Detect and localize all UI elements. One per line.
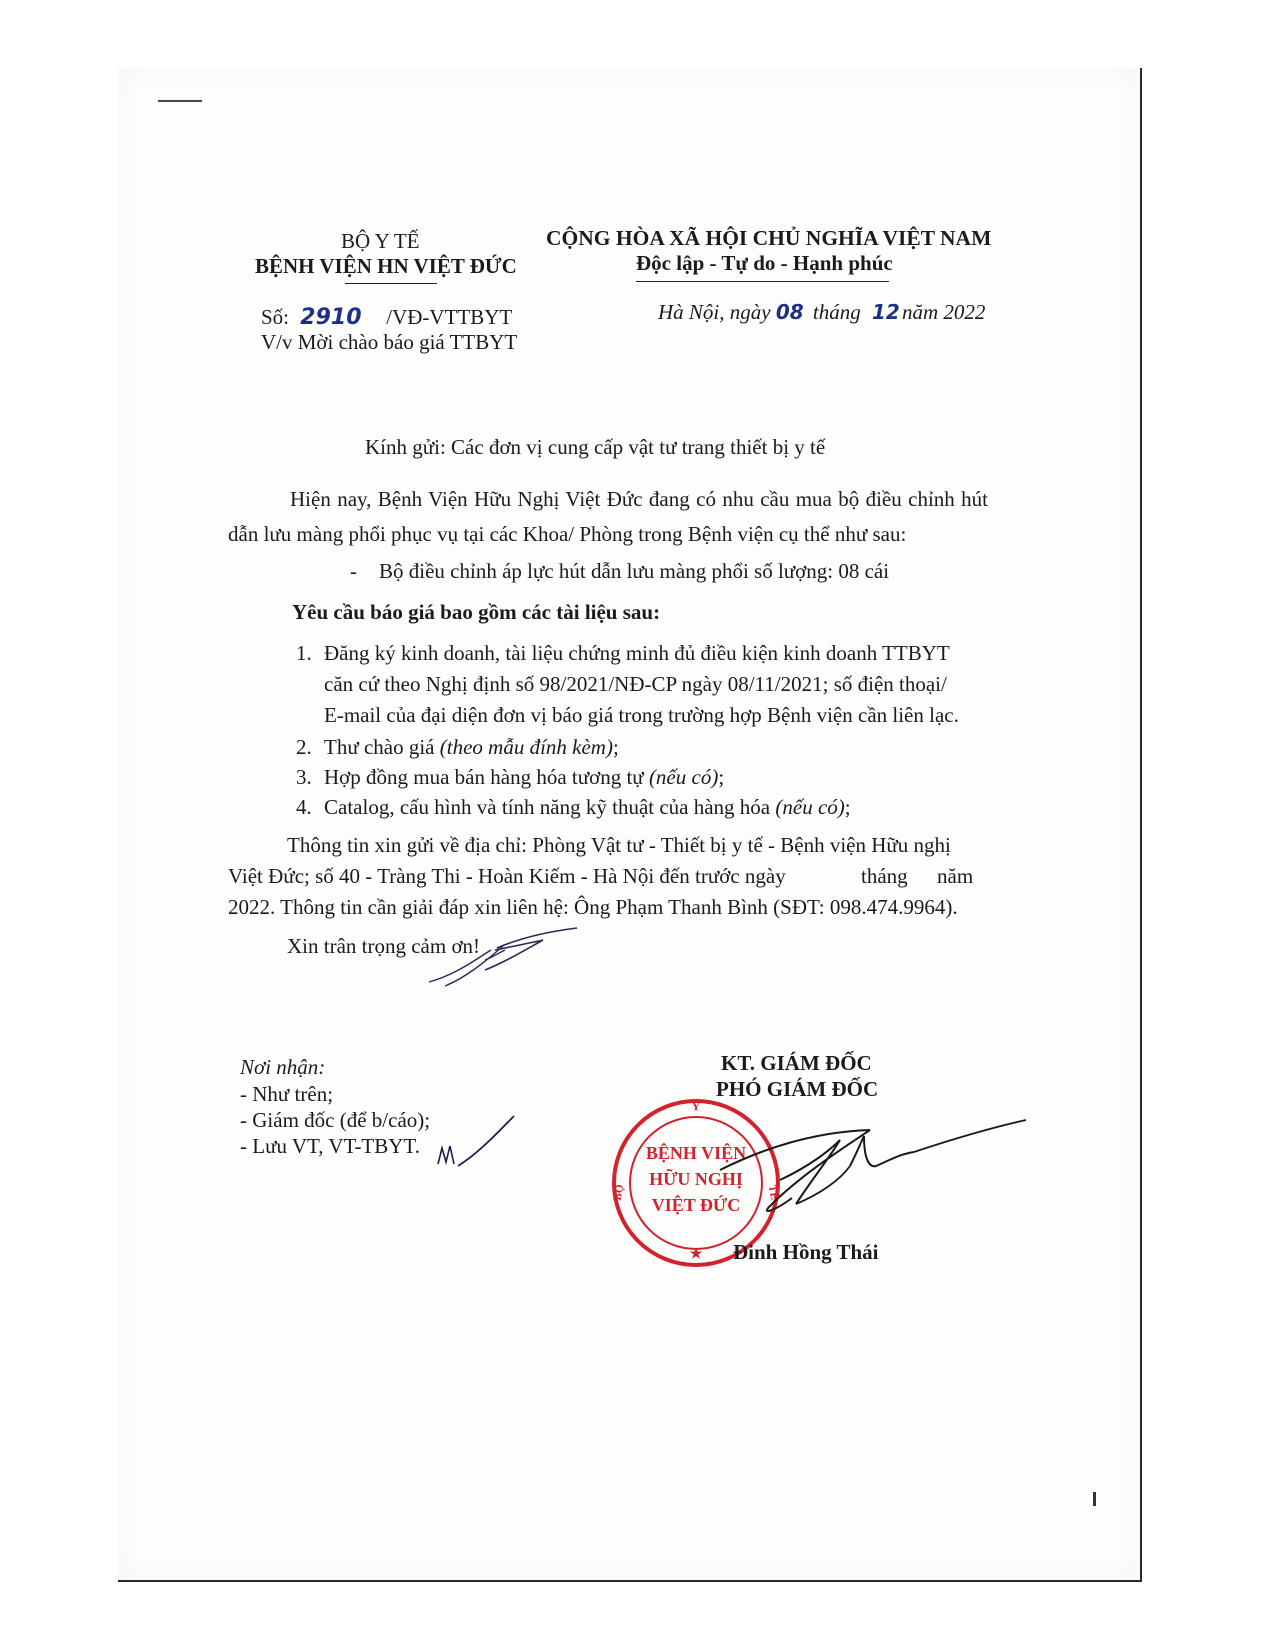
- requirement-2-number: 2.: [296, 735, 312, 759]
- pen-mark: [158, 100, 202, 102]
- requirement-2-text: Thư chào giá: [324, 735, 440, 759]
- requirement-3-note: (nếu có): [648, 765, 719, 789]
- director-signature: [700, 1110, 1040, 1250]
- requirement-3: [324, 765, 724, 790]
- requirement-3-number: 3.: [296, 765, 312, 789]
- document-sheet: [118, 68, 1142, 1582]
- stamp-line-3: VIỆT ĐỨC: [651, 1195, 741, 1215]
- republic-name: CỘNG HÒA XÃ HỘI CHỦ NGHĨA VIỆT NAM: [546, 226, 992, 250]
- stamp-top: Y: [691, 1099, 701, 1113]
- requirement-1-number: 1.: [296, 641, 312, 665]
- hospital-underline: [345, 283, 437, 284]
- recipient-line: Kính gửi: Các đơn vị cung cấp vật tư trang thiết bị y tế: [365, 435, 826, 459]
- requirement-2-end: ;: [612, 735, 619, 759]
- motto-underline: [636, 281, 889, 282]
- ministry-name: BỘ Y TẾ: [341, 229, 420, 253]
- stamp-left: BỘ: [611, 1183, 627, 1202]
- date-day-handwritten: 08: [775, 300, 804, 324]
- signer-title-1: KT. GIÁM ĐỐC: [721, 1051, 872, 1075]
- requirement-2: [324, 735, 619, 760]
- requirement-2-note: (theo mẫu đính kèm): [439, 735, 613, 759]
- intro-paragraph: Hiện nay, Bệnh Viện Hữu Nghị Việt Đức đang có nhu cầu mua bộ điều chỉnh hút dẫn lưu màng phổi phục vụ tại các Khoa/ Phòng trong Bệnh viện cụ thể như sau:: [228, 487, 988, 546]
- number-label: Số:: [261, 305, 290, 329]
- requirement-4-end: ;: [844, 795, 851, 819]
- requirement-1-line1: Đăng ký kinh doanh, tài liệu chứng minh đủ điều kiện kinh doanh TTBYT: [324, 641, 950, 665]
- document-date: [658, 300, 985, 325]
- number-suffix: /VĐ-VTTBYT: [386, 305, 513, 329]
- signer-title-2: PHÓ GIÁM ĐỐC: [716, 1077, 879, 1101]
- bullet-marker: -: [350, 559, 357, 583]
- date-month-handwritten: 12: [872, 300, 900, 324]
- recipient-item-2: - Giám đốc (để b/cáo);: [240, 1108, 431, 1132]
- requirement-4-note: (nếu có): [775, 795, 845, 819]
- recipients-title: Nơi nhận:: [240, 1055, 326, 1079]
- corner-mark: [1093, 1492, 1096, 1506]
- requirement-4: [324, 795, 851, 820]
- initial-scribble: [425, 920, 585, 990]
- contact-line-1: Thông tin xin gửi về địa chỉ: Phòng Vật tư - Thiết bị y tế - Bệnh viện Hữu nghị: [287, 833, 951, 857]
- date-month-label: tháng: [812, 300, 861, 324]
- stamp-star: ★: [689, 1247, 703, 1262]
- requirement-3-end: ;: [718, 765, 725, 789]
- requirement-4-number: 4.: [296, 795, 312, 819]
- requirement-1-line3: E-mail của đại diện đơn vị báo giá trong trường hợp Bệnh viện cần liên lạc.: [324, 703, 959, 727]
- signer-name: Đinh Hồng Thái: [733, 1240, 879, 1264]
- contact-line-2a: Việt Đức; số 40 - Tràng Thi - Hoàn Kiếm - Hà Nội đến trước ngày: [228, 864, 786, 888]
- thanks-line: Xin trân trọng cảm ơn!: [287, 934, 481, 958]
- contact-line-2b: tháng: [861, 864, 908, 888]
- contact-line-2c: năm: [937, 864, 974, 888]
- stamp-line-2: HỮU NGHỊ: [649, 1169, 743, 1189]
- stamp-right: TẾ: [765, 1184, 781, 1201]
- recipients-initials: [430, 1112, 520, 1172]
- requirement-3-text: Hợp đồng mua bán hàng hóa tương tự: [324, 765, 649, 789]
- motto: Độc lập - Tự do - Hạnh phúc: [636, 251, 893, 275]
- contact-line-3: 2022. Thông tin cần giải đáp xin liên hệ: Ông Phạm Thanh Bình (SĐT: 098.474.9964).: [228, 895, 958, 919]
- bullet-item: Bộ điều chỉnh áp lực hút dẫn lưu màng phổi số lượng: 08 cái: [379, 559, 890, 583]
- hospital-name: BỆNH VIỆN HN VIỆT ĐỨC: [255, 254, 517, 278]
- stamp-line-1: BỆNH VIỆN: [645, 1143, 747, 1163]
- date-prefix: Hà Nội, ngày: [658, 300, 771, 324]
- recipient-item-3: - Lưu VT, VT-TBYT.: [240, 1134, 420, 1158]
- date-year: năm 2022: [902, 300, 986, 324]
- requirement-4-text: Catalog, cấu hình và tính năng kỹ thuật của hàng hóa: [324, 795, 776, 819]
- document-number: [261, 305, 512, 330]
- requirements-title: Yêu cầu báo giá bao gồm các tài liệu sau:: [292, 600, 661, 624]
- requirement-1-line2: căn cứ theo Nghị định số 98/2021/NĐ-CP ngày 08/11/2021; số điện thoại/: [324, 672, 947, 696]
- subject-line: V/v Mời chào báo giá TTBYT: [261, 330, 518, 354]
- number-value-handwritten: 2910: [300, 305, 362, 330]
- recipient-item-1: - Như trên;: [240, 1082, 334, 1106]
